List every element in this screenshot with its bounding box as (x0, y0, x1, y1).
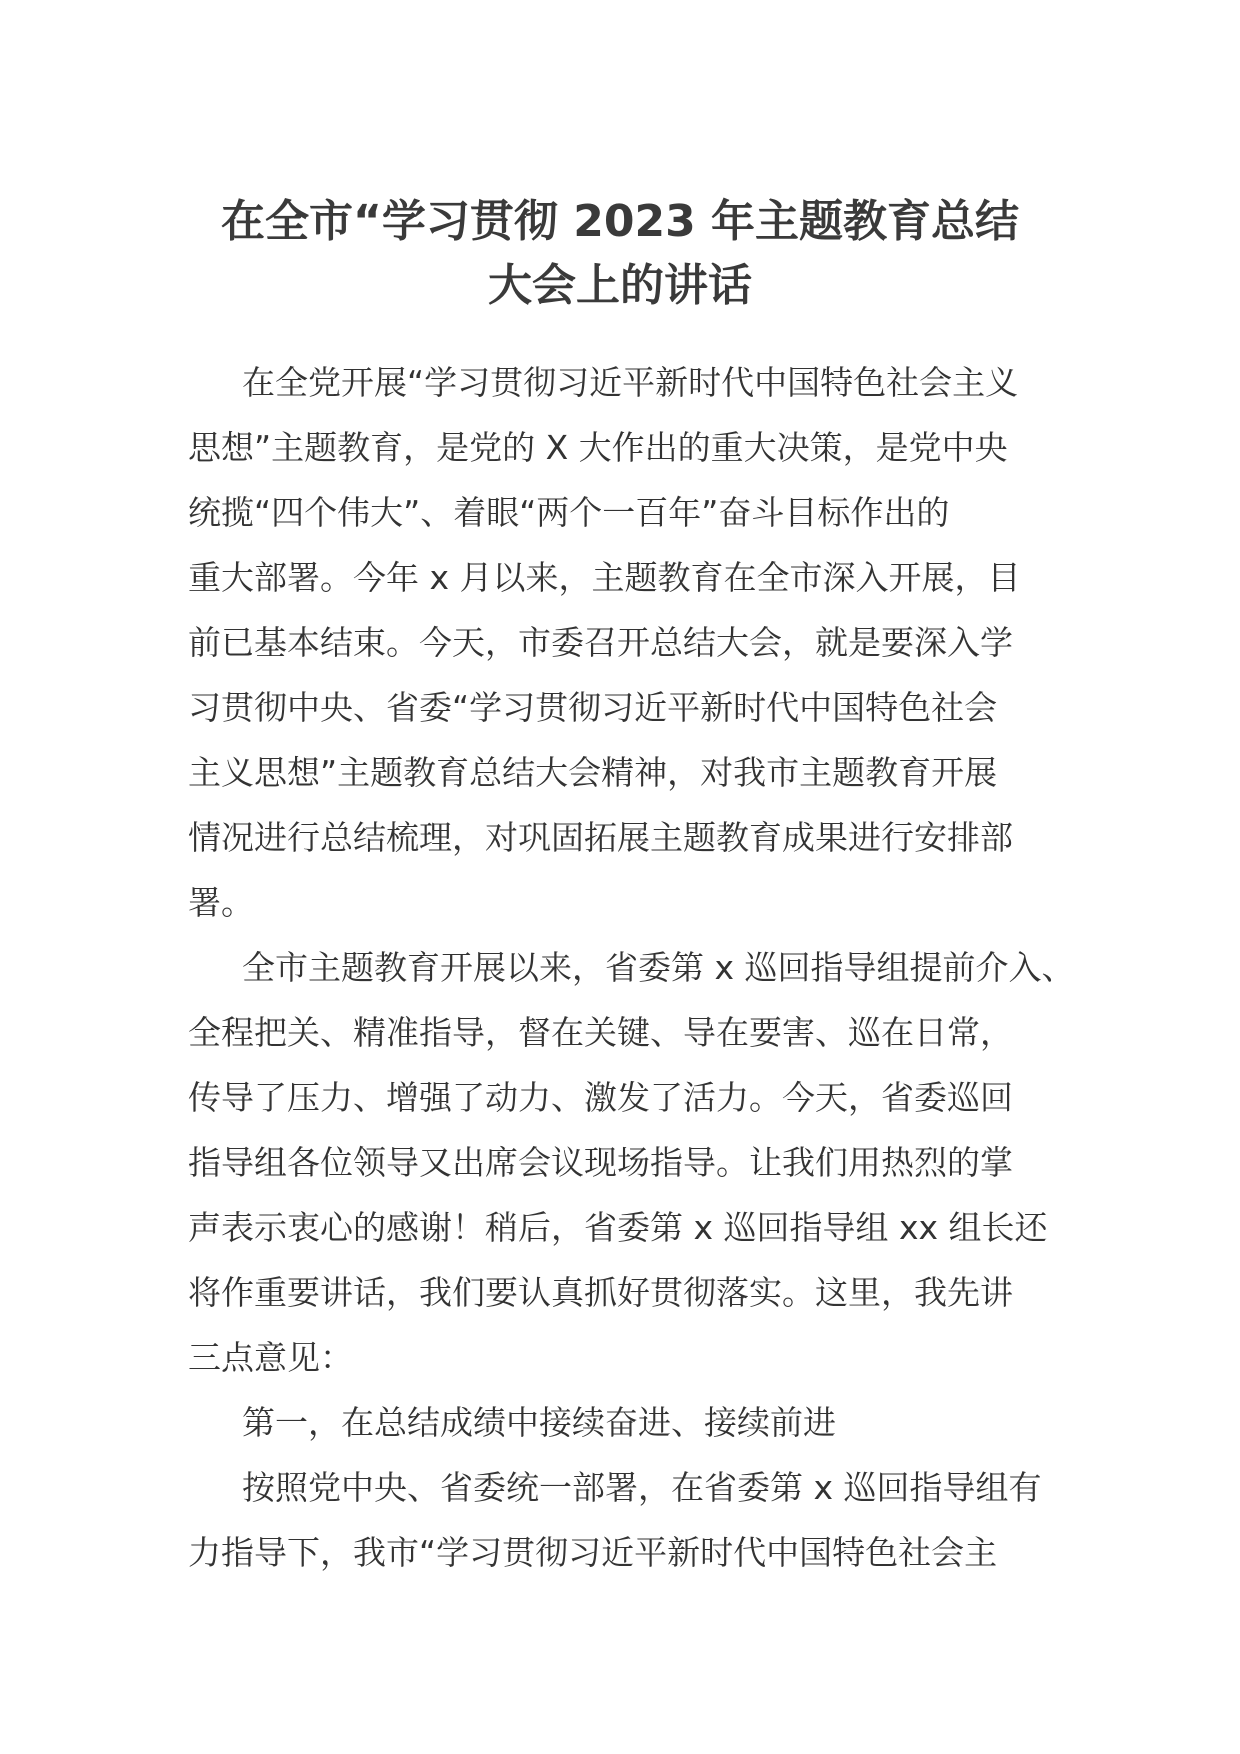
text-line: 将作重要讲话，我们要认真抓好贯彻落实。这里，我先讲 (188, 1273, 1013, 1312)
text-line: 署。 (188, 883, 254, 922)
text-line: 按照党中央、省委统一部署，在省委第 x 巡回指导组有 (242, 1468, 1042, 1507)
text-line: 指导组各位领导又出席会议现场指导。让我们用热烈的掌 (188, 1143, 1013, 1182)
title-line: 大会上的讲话 (488, 260, 752, 311)
text-line: 主义思想”主题教育总结大会精神，对我市主题教育开展 (188, 753, 998, 792)
text-line: 前已基本结束。今天，市委召开总结大会，就是要深入学 (188, 623, 1013, 662)
text-line: 力指导下，我市“学习贯彻习近平新时代中国特色社会主 (188, 1533, 998, 1572)
text-line: 声表示衷心的感谢！稍后，省委第 x 巡回指导组 xx 组长还 (188, 1208, 1048, 1247)
text-line: 传导了压力、增强了动力、激发了活力。今天，省委巡回 (188, 1078, 1013, 1117)
title-line: 在全市“学习贯彻 2023 年主题教育总结 (220, 196, 1019, 247)
text-line: 三点意见： (188, 1338, 353, 1377)
text-line: 思想”主题教育，是党的 X 大作出的重大决策，是党中央 (188, 428, 1008, 467)
text-line: 习贯彻中央、省委“学习贯彻习近平新时代中国特色社会 (188, 688, 998, 727)
text-line: 在全党开展“学习贯彻习近平新时代中国特色社会主义 (242, 363, 1019, 402)
text-line: 情况进行总结梳理，对巩固拓展主题教育成果进行安排部 (188, 818, 1013, 857)
document-title (150, 190, 1090, 318)
text-line: 全程把关、精准指导，督在关键、导在要害、巡在日常， (188, 1013, 1013, 1052)
document-body (188, 350, 1088, 1585)
text-line: 全市主题教育开展以来，省委第 x 巡回指导组提前介入、 (242, 948, 1075, 987)
text-line: 统揽“四个伟大”、着眼“两个一百年”奋斗目标作出的 (188, 493, 950, 532)
text-line: 第一，在总结成绩中接续奋进、接续前进 (242, 1403, 836, 1442)
text-line: 重大部署。今年 x 月以来，主题教育在全市深入开展，目 (188, 558, 1021, 597)
